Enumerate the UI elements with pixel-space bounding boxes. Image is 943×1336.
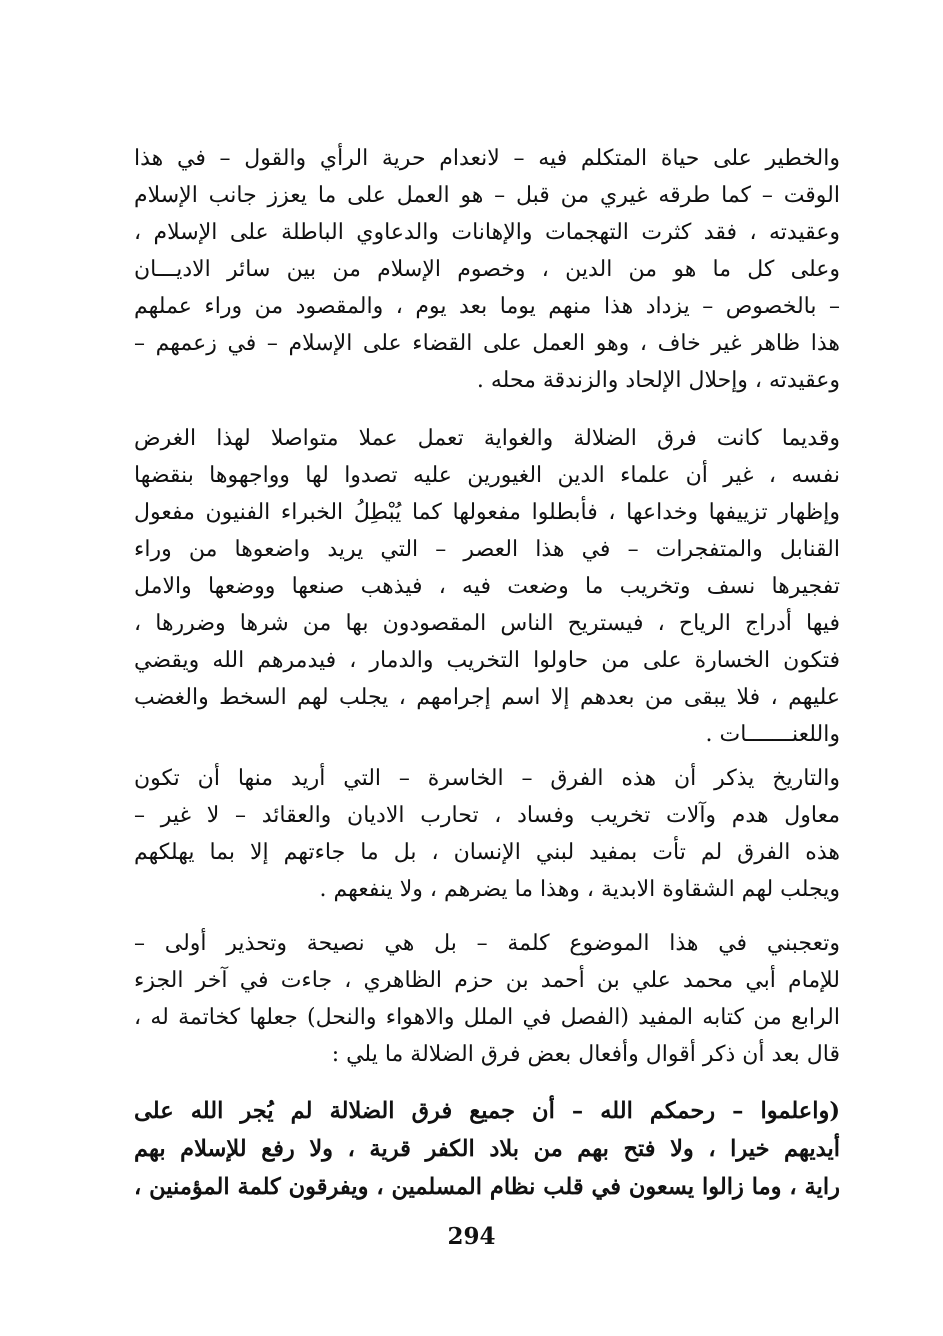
text-line: الرابع من كتابه المفيد (الفصل في الملل والاهواء والنحل) جعلها كخاتمة له ، bbox=[134, 1005, 840, 1030]
text-line: القنابل والمتفجرات – في هذا العصر – التي يريد واضعوها من وراء bbox=[134, 537, 840, 562]
page-number: 294 bbox=[447, 1223, 496, 1250]
paragraph-4 bbox=[134, 925, 840, 1073]
quote-line: (واعلموا – رحمكم الله – أن جميع فرق الضلالة لم يُجر الله على bbox=[134, 1098, 840, 1124]
paragraph-3 bbox=[134, 760, 840, 908]
text-line: هذه الفرق لم تأت بمفيد لبني الإنسان ، بل ما جاءتهم إلا بما يهلكهم bbox=[134, 840, 840, 865]
text-line: تفجيرها نسف وتخريب ما وضعت فيه ، فيذهب صنعها ووضعها والامل bbox=[134, 574, 840, 599]
text-line: فيها أدراج الرياح ، فيستريح الناس المقصودون بها من شرها وضررها ، bbox=[134, 611, 840, 636]
text-line: فتكون الخسارة على من حاولوا التخريب والدمار ، فيدمرهم الله ويقضي bbox=[134, 648, 840, 673]
quote-line: أيديهم خيرا ، ولا فتح بهم من بلاد الكفر قرية ، ولا رفع للإسلام بهم bbox=[134, 1136, 840, 1162]
text-line: وعقيدته ، فقد كثرت التهجمات والإهانات والدعاوي الباطلة على الإسلام ، bbox=[134, 220, 840, 245]
quote-paragraph bbox=[134, 1092, 840, 1206]
text-line: معاول هدم وآلات تخريب وفساد ، تحارب الاديان والعقائد – لا غير – bbox=[134, 803, 840, 828]
text-line: ويجلب لهم الشقاوة الابدية ، وهذا ما يضرهم ، ولا ينفعهم . bbox=[319, 877, 840, 902]
text-line: قال بعد أن ذكر أقوال وأفعال بعض فرق الضلالة ما يلي : bbox=[331, 1042, 840, 1067]
paragraph-1 bbox=[134, 140, 840, 399]
text-line: والتاريخ يذكر أن هذه الفرق – الخاسرة – التي أريد منها أن تكون bbox=[134, 766, 840, 791]
text-line: وقديما كانت فرق الضلالة والغواية تعمل عملا متواصلا لهذا الغرض bbox=[134, 426, 840, 451]
text-line: وعقيدته ، وإحلال الإلحاد والزندقة محله . bbox=[476, 368, 840, 393]
text-line: للإمام أبي محمد علي بن أحمد بن حزم الظاهري ، جاءت في آخر الجزء bbox=[134, 968, 840, 993]
text-line: وتعجبني في هذا الموضوع كلمة – بل هي نصيحة وتحذير أولى – bbox=[134, 931, 840, 956]
text-line: واللعنـــــــات . bbox=[705, 722, 840, 747]
text-line: وإظهار تزييفها وخداعها ، فأبطلوا مفعولها كما يُبْطِلُ الخبراء الفنيون مفعول bbox=[134, 500, 840, 525]
text-line: هذا ظاهر غير خاف ، وهو العمل على القضاء على الإسلام – في زعمهم – bbox=[134, 331, 840, 356]
text-line: عليهم ، فلا يبقى من بعدهم إلا اسم إجرامهم ، يجلب لهم السخط والغضب bbox=[134, 685, 840, 710]
text-line: – بالخصوص – يزداد هذا منهم يوما بعد يوم ، والمقصود من وراء عملهم bbox=[134, 294, 840, 319]
text-line: نفسه ، غير أن علماء الدين الغيورين عليه تصدوا لها وواجهوها بنقضها bbox=[134, 463, 840, 488]
text-line: الوقت – كما طرقه غيري من قبل – هو العمل على ما يعزز جانب الإسلام bbox=[134, 183, 840, 208]
paragraph-2 bbox=[134, 420, 840, 753]
text-line: والخطير على حياة المتكلم فيه – لانعدام حرية الرأي والقول – في هذا bbox=[134, 146, 840, 171]
quote-line: راية ، وما زالوا يسعون في قلب نظام المسلمين ، ويفرقون كلمة المؤمنين ، bbox=[134, 1174, 840, 1200]
text-line: وعلى كل ما هو من الدين ، وخصوم الإسلام من بين سائر الاديـــان bbox=[134, 257, 840, 282]
